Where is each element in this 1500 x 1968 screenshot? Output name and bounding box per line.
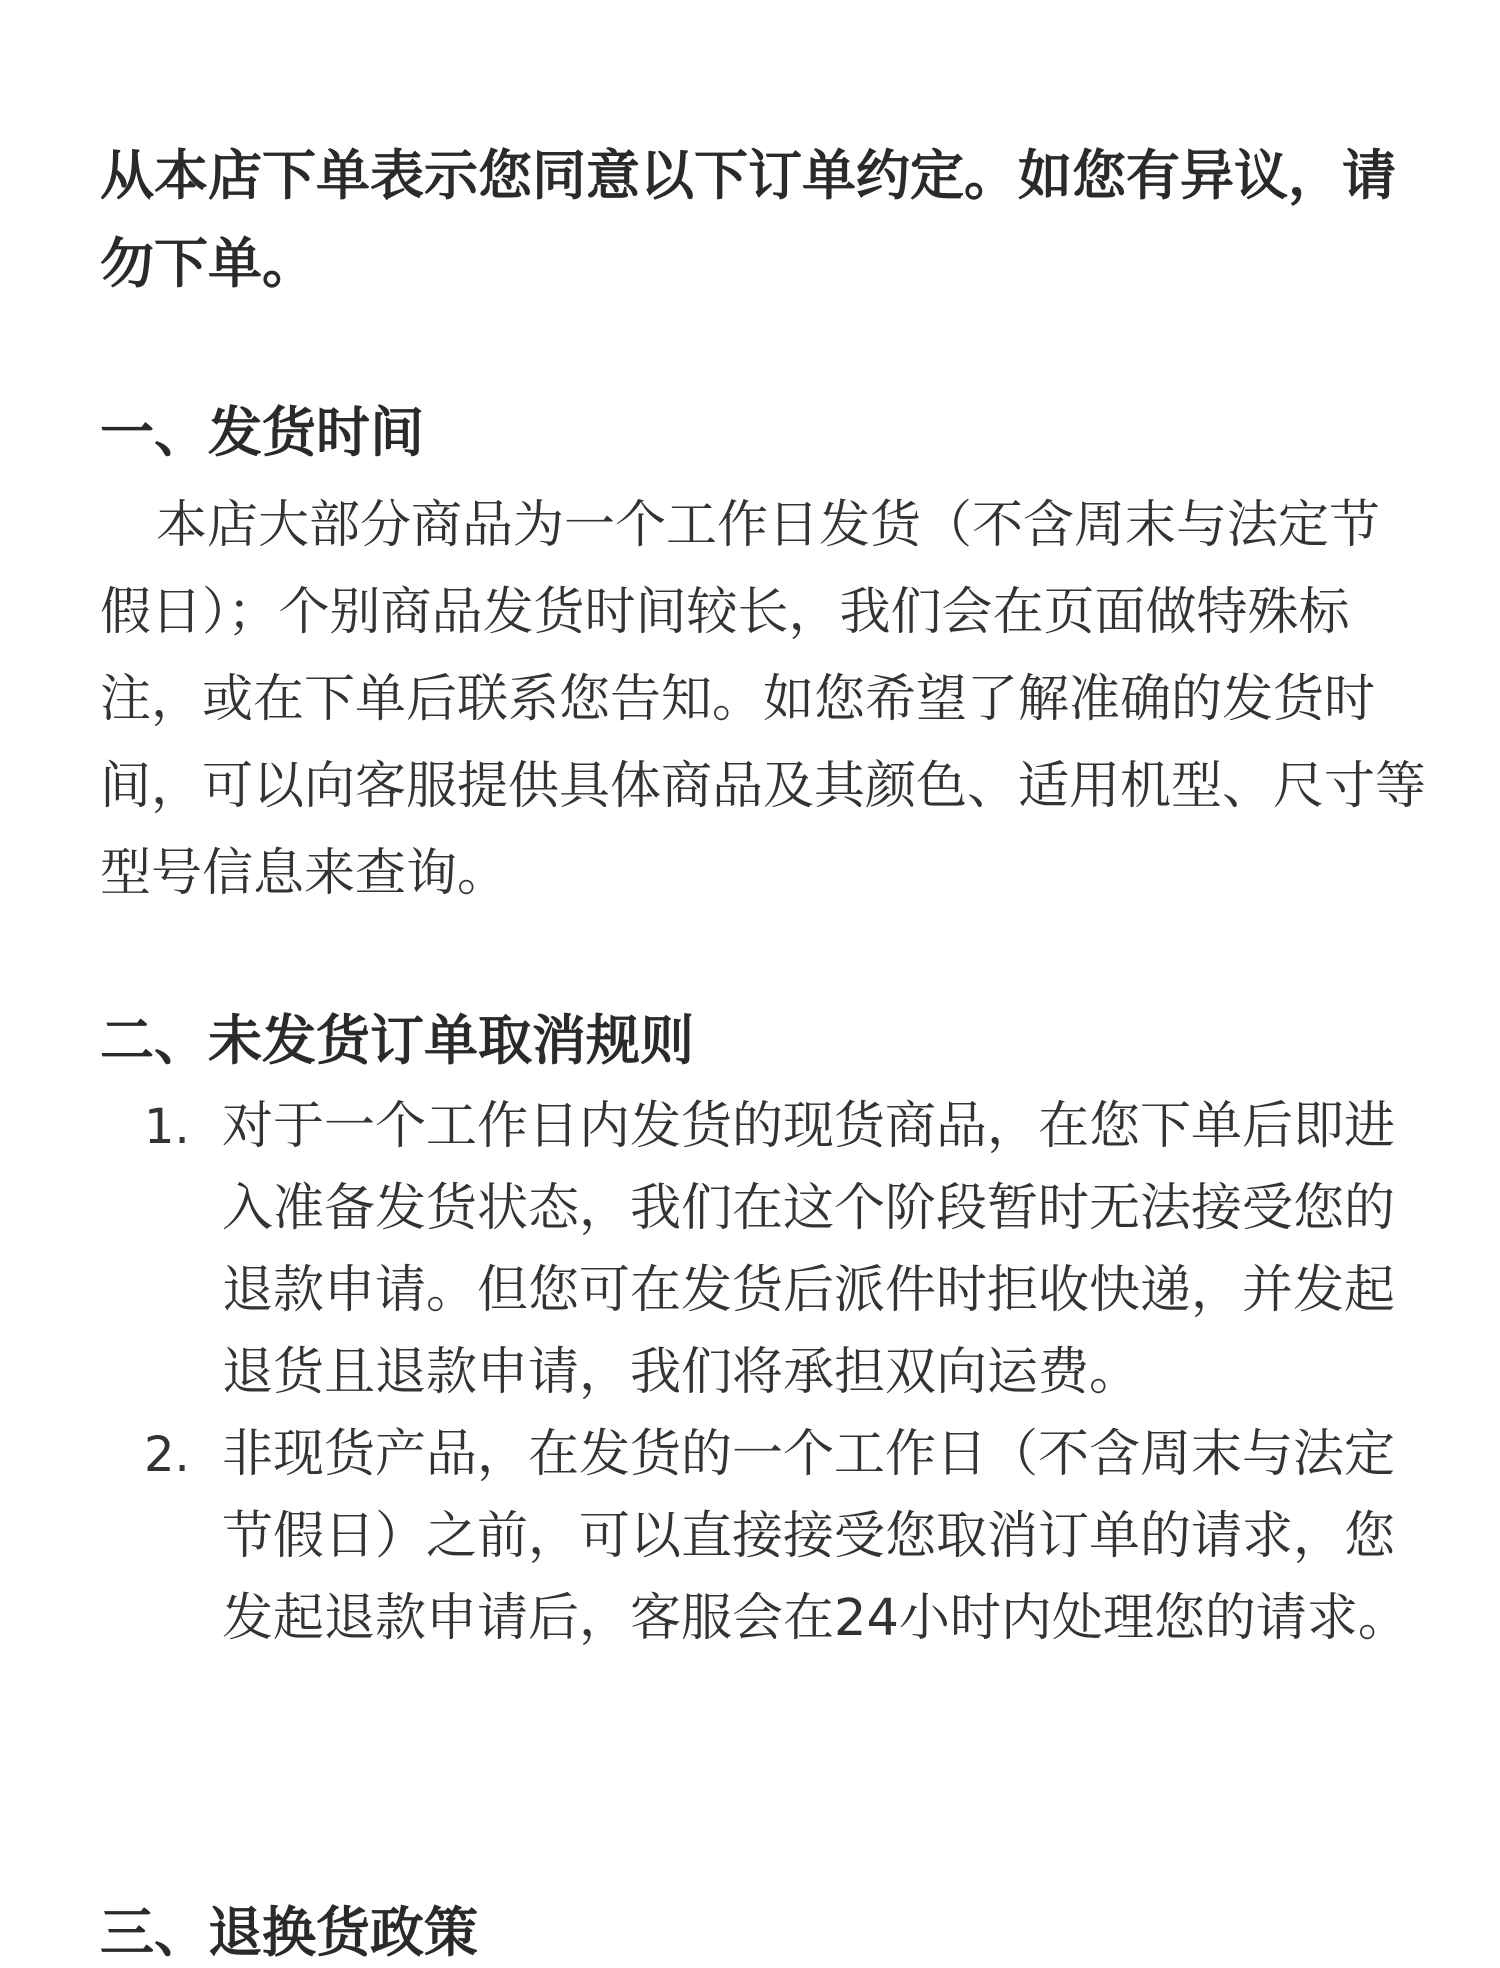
cancellation-rules-list <box>100 1086 1430 1660</box>
section-heading-return-policy: 三、退换货政策 <box>100 1901 478 1964</box>
intro-text: 从本店下单表示您同意以下订单约定。如您有异议，请勿下单。 <box>100 144 1396 295</box>
list-item-number: 2. <box>144 1427 190 1483</box>
list-item-number: 1. <box>144 1099 190 1155</box>
shipping-time-paragraph: 本店大部分商品为一个工作日发货（不含周末与法定节假日）；个别商品发货时间较长，我们会在页面做特殊标注，或在下单后联系您告知。如您希望了解准确的发货时间，可以向客服提供具体商品及其颜色、适用机型、尺寸等型号信息来查询。 <box>100 496 1427 903</box>
list-item <box>100 1086 1430 1414</box>
list-item <box>100 1414 1430 1660</box>
section-heading-shipping-time: 一、发货时间 <box>100 401 424 464</box>
list-item-text: 非现货产品，在发货的一个工作日（不含周末与法定节假日）之前，可以直接接受您取消订单的请求，您发起退款申请后，客服会在24小时内处理您的请求。 <box>222 1425 1409 1648</box>
section-heading-cancellation-rules: 二、未发货订单取消规则 <box>100 1009 694 1072</box>
list-item-text: 对于一个工作日内发货的现货商品，在您下单后即进入准备发货状态，我们在这个阶段暂时无法接受您的退款申请。但您可在发货后派件时拒收快递，并发起退货且退款申请，我们将承担双向运费。 <box>222 1097 1396 1402</box>
